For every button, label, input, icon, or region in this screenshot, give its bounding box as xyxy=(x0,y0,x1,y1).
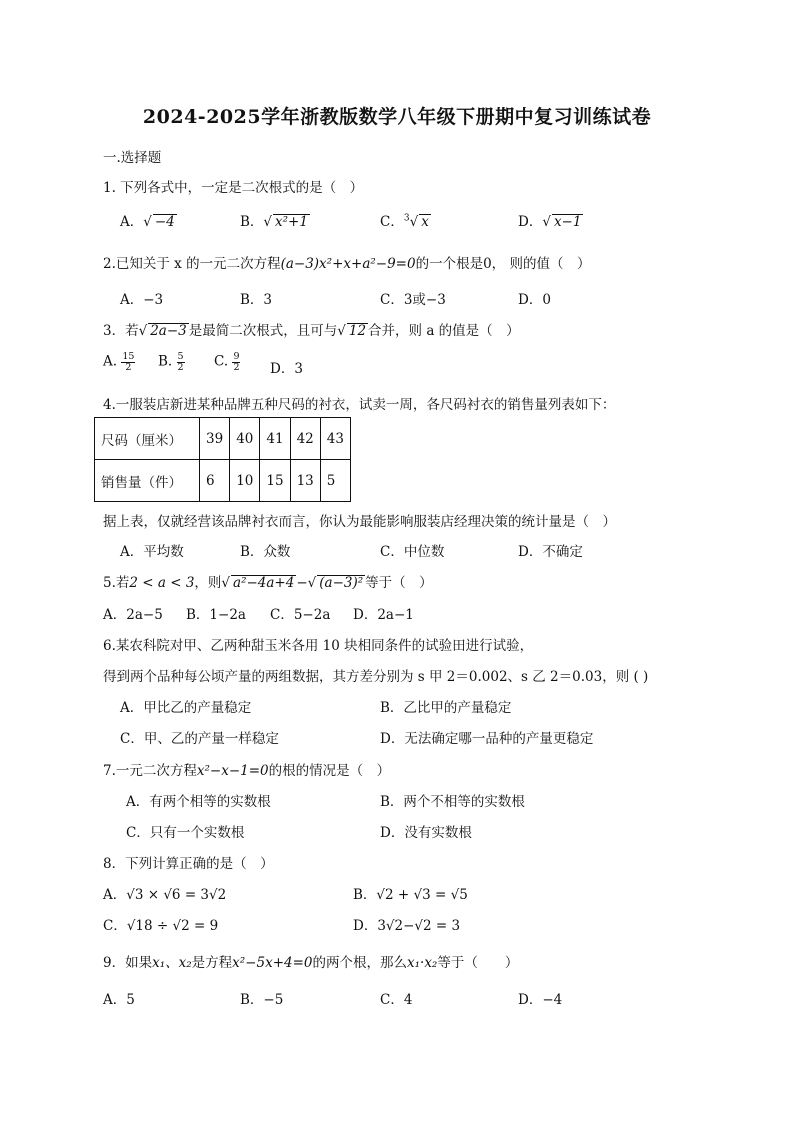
q2-option-b[interactable]: B．3 xyxy=(240,292,273,308)
q4-option-a[interactable]: A．平均数 xyxy=(120,544,184,560)
q3-c-denominator: 2 xyxy=(233,361,240,373)
q9-option-a[interactable]: A．5 xyxy=(103,992,135,1008)
q2-option-d[interactable]: D．0 xyxy=(518,292,551,308)
q3-option-c[interactable] xyxy=(214,352,240,372)
table-cell: 5 xyxy=(320,460,350,502)
q1-option-c-index: 3 xyxy=(403,213,410,224)
table-cell: 13 xyxy=(290,460,320,502)
q6-option-d[interactable]: D．无法确定哪一品种的产量更稳定 xyxy=(380,731,594,747)
q5-option-a[interactable]: A．2a−5 xyxy=(103,607,163,623)
q8-option-c[interactable]: C．√18 ÷ √2 = 9 xyxy=(103,918,219,934)
q1-option-c[interactable]: C．$^3$√ x xyxy=(380,213,429,230)
table-cell: 41 xyxy=(260,418,290,460)
q3-option-c-fraction xyxy=(232,352,240,372)
question-3-stem: 3．若√ 2a−3 是最简二次根式，且可与√ 12 合并，则 a 的值是（ ） xyxy=(103,323,520,339)
q7-option-d[interactable]: D．没有实数根 xyxy=(380,825,472,841)
q1-option-b[interactable]: B．√ x²+1 xyxy=(240,214,308,230)
question-7-stem xyxy=(103,759,390,779)
q5-radicand-1: a²−4a+4 xyxy=(233,575,295,591)
q8-option-a[interactable]: A．√3 × √6 = 3√2 xyxy=(103,887,227,903)
q1-option-a[interactable]: A．√ −4 xyxy=(120,214,175,230)
question-5-stem: 5.若2 < a < 3，则√ a²−4a+4 −√ (a−3)² 等于（ ） xyxy=(103,575,433,591)
q3-post: 合并，则 a 的值是（ ） xyxy=(368,323,520,339)
table-cell: 43 xyxy=(320,418,350,460)
q3-option-a-fraction xyxy=(121,352,135,372)
q9-roots: x₁、x₂ xyxy=(152,955,192,971)
table-row-header: 尺码（厘米） xyxy=(95,418,200,460)
question-6-line-1: 6.某农科院对甲、乙两种甜玉米各用 10 块相同条件的试验田进行试验， xyxy=(103,638,534,654)
table-row xyxy=(95,418,351,460)
q3-option-c-label: C. xyxy=(214,353,229,370)
q2-equation: (a−3)x²+x+a²−9=0 xyxy=(280,256,416,272)
q9-equation: x²−5x+4=0 xyxy=(232,955,313,971)
question-6-line-2: 得到两个品种每公顷产量的两组数据，其方差分别为 s 甲 2＝0.002、s 乙 2＝0.03，则 ( ) xyxy=(103,669,649,685)
q9-post-1: 的两个根，那么 xyxy=(312,955,407,971)
q5-condition: 2 < a < 3 xyxy=(129,575,195,591)
q2-stem-post: 的一个根是0， 则的值（ ） xyxy=(415,256,591,272)
q7-post: 的根的情况是（ ） xyxy=(268,763,391,779)
q3-option-d[interactable]: D．3 xyxy=(270,361,303,377)
question-9-stem xyxy=(103,951,518,971)
q2-option-c[interactable]: C．3或−3 xyxy=(380,292,446,308)
q4-option-b[interactable]: B．众数 xyxy=(240,544,291,560)
q5-option-d[interactable]: D．2a−1 xyxy=(353,607,414,623)
table-cell: 40 xyxy=(230,418,260,460)
q3-pre: 3．若 xyxy=(103,323,139,339)
q7-option-a[interactable]: A．有两个相等的实数根 xyxy=(126,794,271,810)
q9-option-b[interactable]: B．−5 xyxy=(240,992,284,1008)
q5-post: 等于（ ） xyxy=(365,575,433,591)
q7-option-b[interactable]: B．两个不相等的实数根 xyxy=(380,794,525,810)
q1-option-c-radicand: x xyxy=(421,214,429,230)
q3-b-numerator: 5 xyxy=(177,351,184,362)
q6-option-c[interactable]: C．甲、乙的产量一样稳定 xyxy=(120,731,279,747)
q2-stem-pre: 2.已知关于 x 的一元二次方程 xyxy=(103,256,281,272)
table-cell: 10 xyxy=(230,460,260,502)
section-heading: 一.选择题 xyxy=(103,150,162,166)
q3-option-b-fraction xyxy=(177,352,185,372)
question-8-stem: 8．下列计算正确的是（ ） xyxy=(103,856,274,872)
q5-option-b[interactable]: B．1−2a xyxy=(186,607,246,623)
q9-post-2: 等于（ ） xyxy=(437,955,519,971)
question-1-stem: 1. 下列各式中，一定是二次根式的是（ ） xyxy=(103,180,364,196)
q7-equation: x²−x−1=0 xyxy=(196,763,269,779)
q9-product: x₁·x₂ xyxy=(407,955,438,971)
table-cell: 39 xyxy=(200,418,230,460)
q5-mid: ，则 xyxy=(194,575,222,591)
q8-option-b[interactable]: B．√2 + √3 = √5 xyxy=(353,887,468,903)
q1-option-b-label: B． xyxy=(240,214,264,230)
q1-option-d[interactable]: D．√ x−1 xyxy=(518,214,582,230)
table-cell: 42 xyxy=(290,418,320,460)
q4-option-d[interactable]: D．不确定 xyxy=(518,544,583,560)
page-title: 2024-2025学年浙教版数学八年级下册期中复习训练试卷 xyxy=(142,106,652,128)
q1-option-d-radicand: x−1 xyxy=(553,214,582,230)
q9-mid: 是方程 xyxy=(191,955,233,971)
q3-a-numerator: 15 xyxy=(122,351,135,362)
q1-option-b-radicand: x²+1 xyxy=(275,214,308,230)
question-4-stem: 4.一服装店新进某种品牌五种尺码的衬衣，试卖一周，各尺码衬衣的销售量列表如下： xyxy=(103,397,616,413)
table-row-header: 销售量（件） xyxy=(95,460,200,502)
question-2-stem xyxy=(103,252,590,272)
sales-table xyxy=(94,417,351,502)
q6-option-b[interactable]: B．乙比甲的产量稳定 xyxy=(380,700,512,716)
q3-option-b[interactable] xyxy=(158,352,185,372)
q3-option-a[interactable] xyxy=(103,352,135,372)
q1-option-a-label: A． xyxy=(120,214,144,230)
q3-mid: 是最简二次根式，且可与 xyxy=(188,323,338,339)
q5-radicand-2: (a−3)² xyxy=(319,575,364,591)
q3-option-b-label: B. xyxy=(158,353,173,370)
q1-option-c-label: C． xyxy=(380,214,404,230)
q5-minus: − xyxy=(296,575,308,591)
q1-option-a-radicand: −4 xyxy=(154,214,175,230)
q3-radicand-1: 2a−3 xyxy=(150,323,187,339)
table-row xyxy=(95,460,351,502)
q7-pre: 7.一元二次方程 xyxy=(103,763,197,779)
q9-option-d[interactable]: D．−4 xyxy=(518,992,563,1008)
q5-pre: 5.若 xyxy=(103,575,130,591)
q3-c-numerator: 9 xyxy=(233,351,240,362)
q3-radicand-2: 12 xyxy=(348,323,367,339)
q3-option-a-label: A. xyxy=(103,353,118,370)
q6-option-a[interactable]: A．甲比乙的产量稳定 xyxy=(120,700,252,716)
q2-option-a[interactable]: A．−3 xyxy=(120,292,164,308)
q7-option-c[interactable]: C．只有一个实数根 xyxy=(126,825,245,841)
q4-option-c[interactable]: C．中位数 xyxy=(380,544,445,560)
table-cell: 6 xyxy=(200,460,230,502)
q3-a-denominator: 2 xyxy=(125,361,132,373)
table-cell: 15 xyxy=(260,460,290,502)
q1-option-d-label: D． xyxy=(518,214,543,230)
q8-option-d[interactable]: D．3√2−√2 = 3 xyxy=(353,918,461,934)
q5-option-c[interactable]: C．5−2a xyxy=(270,607,331,623)
q3-b-denominator: 2 xyxy=(177,361,184,373)
question-4-followup: 据上表，仅就经营该品牌衬衣而言，你认为最能影响服装店经理决策的统计量是（ ） xyxy=(103,514,616,530)
q9-pre: 9．如果 xyxy=(103,955,153,971)
q9-option-c[interactable]: C．4 xyxy=(380,992,413,1008)
